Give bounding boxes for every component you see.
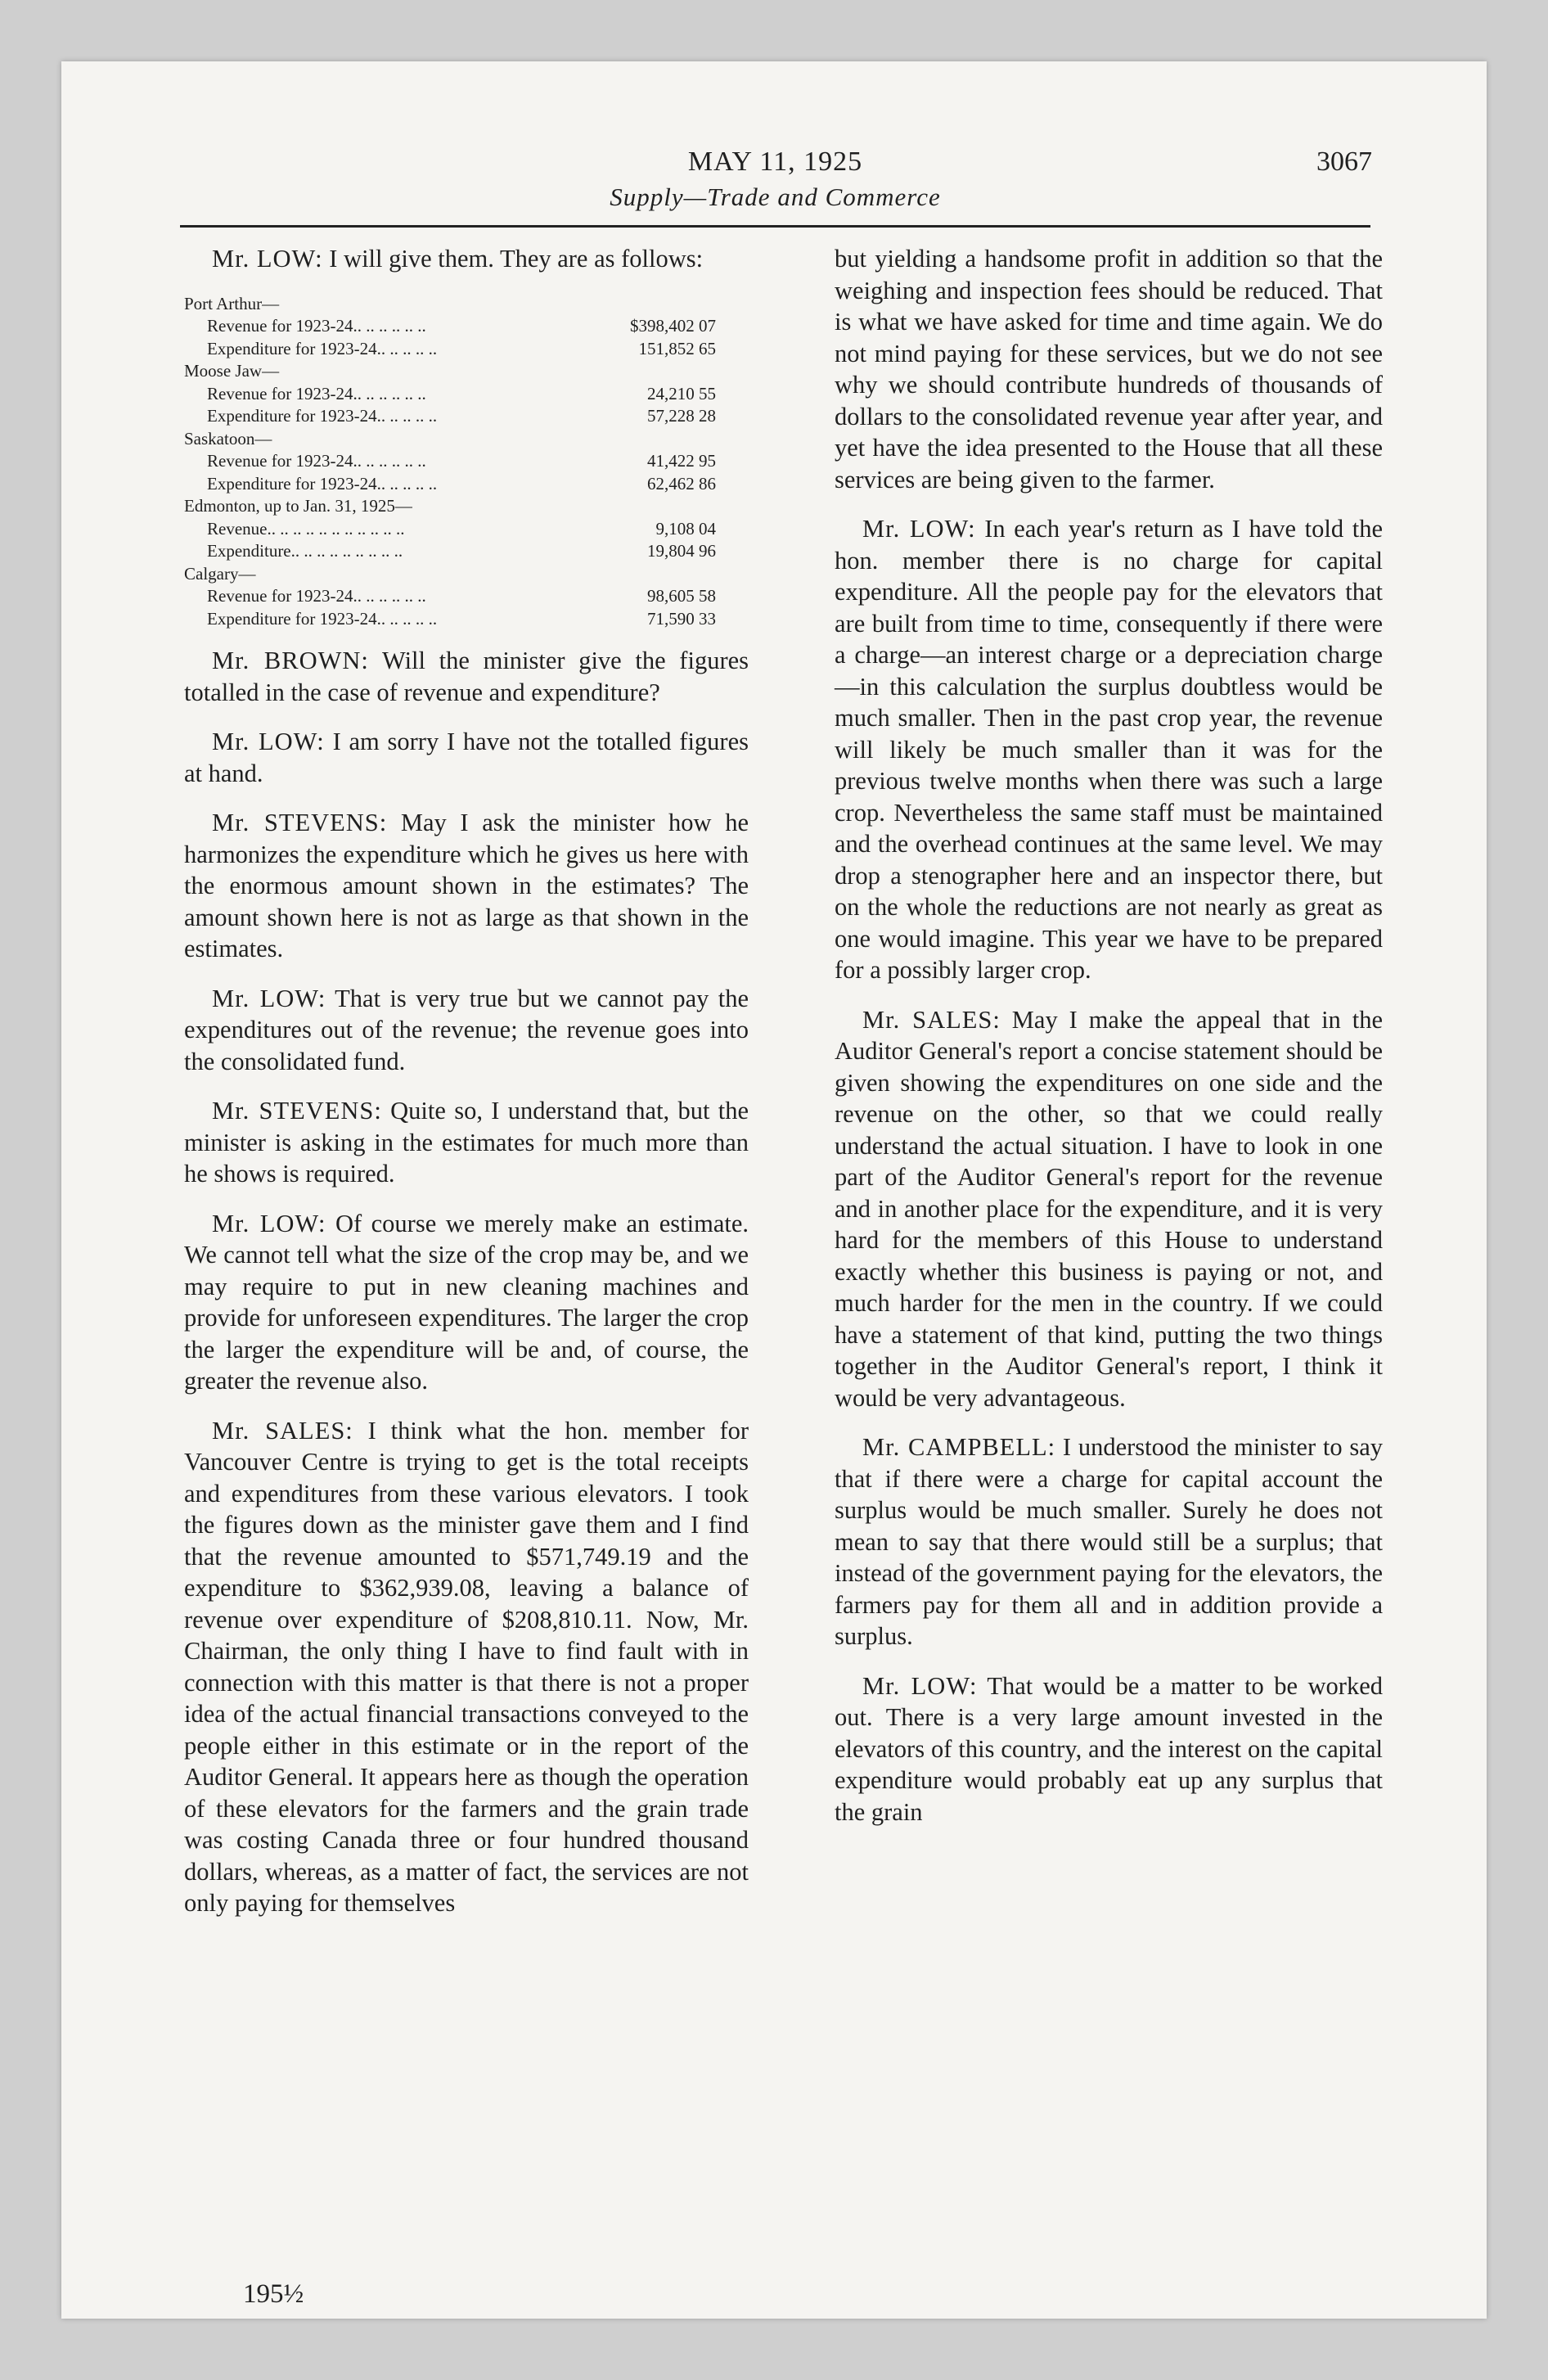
figures-amount: 9,108 04 bbox=[655, 518, 716, 539]
paragraph-text: Of course we merely make an estimate. We cannot tell what the size of the crop may be, and we may require to put in new cleaning machines and provide for unforeseen expenditures. The larger the crop the larger the expenditure will be and, of course, the greater the revenue also. bbox=[184, 1209, 749, 1395]
speaker-name: Mr. LOW: bbox=[862, 1671, 978, 1700]
paragraph bbox=[184, 807, 749, 965]
speaker-name: Mr. STEVENS: bbox=[212, 809, 388, 836]
figures-row bbox=[184, 585, 749, 608]
figures-amount: 98,605 58 bbox=[647, 586, 716, 606]
paragraph-text: Will the minister give the figures totalled in the case of revenue and expenditure? bbox=[184, 647, 749, 706]
paragraph bbox=[184, 243, 749, 275]
paragraph bbox=[835, 1004, 1383, 1414]
figures-amount: 41,422 95 bbox=[647, 451, 716, 471]
figures-group bbox=[184, 428, 749, 496]
left-column bbox=[184, 243, 749, 1937]
figures-label: Expenditure for 1923-24.. .. .. .. .. bbox=[207, 608, 438, 629]
figures-group bbox=[184, 563, 749, 631]
paragraph-text: That would be a matter to be worked out. There is a very large amount invested in the elevators of this country, and the interest on the capital expenditure would probably eat up any surplus that the grain bbox=[835, 1671, 1383, 1826]
page-header bbox=[180, 146, 1370, 237]
speaker-name: Mr. LOW: bbox=[212, 728, 325, 755]
figures-amount: 57,228 28 bbox=[647, 406, 716, 426]
figures-amount: 151,852 65 bbox=[638, 338, 716, 358]
figures-group bbox=[184, 360, 749, 428]
figures-row bbox=[184, 315, 749, 338]
paragraph bbox=[184, 1208, 749, 1397]
paragraph bbox=[184, 645, 749, 708]
header-date: MAY 11, 1925 bbox=[687, 146, 863, 177]
header-subtitle: Supply—Trade and Commerce bbox=[610, 183, 941, 211]
speaker-name: Mr. BROWN: bbox=[212, 647, 369, 674]
paragraph bbox=[835, 513, 1383, 986]
figures-row bbox=[184, 338, 749, 361]
figures-label: Expenditure for 1923-24.. .. .. .. .. bbox=[207, 338, 438, 358]
paragraph-text: I will give them. They are as follows: bbox=[329, 245, 704, 273]
figures-label: Revenue for 1923-24.. .. .. .. .. .. bbox=[207, 383, 426, 403]
speaker-name: Mr. LOW: bbox=[212, 1209, 326, 1237]
speaker-name: Mr. SALES: bbox=[862, 1005, 1001, 1034]
speaker-name: Mr. STEVENS: bbox=[212, 1097, 382, 1125]
figures-place: Saskatoon— bbox=[184, 428, 272, 449]
figures-amount: 24,210 55 bbox=[647, 383, 716, 403]
figures-row bbox=[184, 540, 749, 563]
figures-row bbox=[184, 473, 749, 496]
speaker-name: Mr. CAMPBELL: bbox=[862, 1433, 1056, 1461]
figures-group bbox=[184, 495, 749, 563]
figures-label: Revenue for 1923-24.. .. .. .. .. .. bbox=[207, 316, 426, 336]
figures-place: Moose Jaw— bbox=[184, 361, 280, 381]
paragraph-text: May I ask the minister how he harmonizes the expenditure which he gives us here with the enormous amount shown in the estimates? The amount shown here is not as large as that shown in the estimates. bbox=[184, 809, 749, 962]
paragraph-text: I am sorry I have not the totalled figures at hand. bbox=[184, 728, 749, 787]
paragraph-text: May I make the appeal that in the Auditor General's report a concise statement should be given showing the expenditures on one side and the revenue on the other, so that we could really understand the actual situation. I have to look in one part of the Auditor General's report for the revenue and in another place for the expenditure, and it is very hard for the members of this House to understand exactly whether this business is paying or not, and much harder for the men in the country. If we could have a statement of that kind, putting the two things together in the Auditor General's report, I think it would be very advantageous. bbox=[835, 1005, 1383, 1412]
figures-group bbox=[184, 293, 749, 361]
paragraph-text: In each year's return as I have told the hon. member there is no charge for capital expenditure. All the people pay for the elevators that are built from time to time, consequently if there were a charge—an interest charge or a depreciation charge—in this calculation the surplus doubtless would be much smaller. Then in the past crop year, the revenue will likely be much smaller than it was for the previous twelve months when there was such a large crop. Nevertheless the same staff must be maintained and the overhead continues at the same level. We may drop a stenographer here and an inspector there, but on the whole the reductions are not nearly as great as one would imagine. This year we have to be prepared for a possibly larger crop. bbox=[835, 515, 1383, 984]
paragraph bbox=[184, 1095, 749, 1190]
paragraph-text: I think what the hon. member for Vancouver Centre is trying to get is the total receipts and expenditures from these various elevators. I took the figures down as the minister gave them and I find that the revenue amounted to $571,749.19 and the expenditure to $362,939.08, leaving a balance of revenue over expenditure of $208,810.11. Now, Mr. Chairman, the only thing I have to find fault with in connection with this matter is that there is not a proper idea of the actual financial transactions conveyed to the people either in this estimate or in the report of the Auditor General. It appears here as though the operation of these elevators for the farmers and the grain trade was costing Canada three or four hundred thousand dollars, whereas, as a matter of fact, the services are not only paying for themselves bbox=[184, 1416, 749, 1917]
figures-place: Edmonton, up to Jan. 31, 1925— bbox=[184, 496, 412, 516]
figures-place: Port Arthur— bbox=[184, 293, 280, 313]
speaker-name: Mr. LOW: bbox=[212, 984, 326, 1012]
figures-table bbox=[184, 293, 749, 631]
speaker-name: Mr. LOW: bbox=[862, 515, 976, 543]
paragraph bbox=[184, 726, 749, 789]
speaker-name: Mr. LOW: bbox=[212, 245, 323, 273]
paragraph bbox=[184, 1415, 749, 1919]
figures-row bbox=[184, 518, 749, 541]
figures-label: Expenditure for 1923-24.. .. .. .. .. bbox=[207, 473, 438, 494]
figures-row bbox=[184, 383, 749, 406]
figures-row bbox=[184, 450, 749, 473]
figures-amount: $398,402 07 bbox=[630, 316, 716, 336]
paragraph-text: Quite so, I understand that, but the minister is asking in the estimates for much more than he shows is required. bbox=[184, 1097, 749, 1188]
figures-place: Calgary— bbox=[184, 563, 256, 584]
figures-amount: 71,590 33 bbox=[647, 608, 716, 629]
figures-label: Revenue for 1923-24.. .. .. .. .. .. bbox=[207, 586, 426, 606]
paragraph bbox=[835, 1670, 1383, 1828]
paragraph bbox=[184, 983, 749, 1078]
figures-label: Expenditure.. .. .. .. .. .. .. .. .. bbox=[207, 541, 403, 561]
figures-amount: 19,804 96 bbox=[647, 541, 716, 561]
signature-mark: 195½ bbox=[243, 2279, 304, 2309]
paragraph bbox=[835, 1431, 1383, 1652]
paragraph-text: I understood the minister to say that if there were a charge for capital account the surplus would be much smaller. Surely he does not mean to say that there would still be a surplus; that instead of the government paying for the elevators, the farmers pay for them all and in addition provide a surplus. bbox=[835, 1433, 1383, 1650]
figures-row bbox=[184, 608, 749, 631]
figures-label: Revenue for 1923-24.. .. .. .. .. .. bbox=[207, 451, 426, 471]
document-page bbox=[61, 61, 1487, 2319]
figures-label: Expenditure for 1923-24.. .. .. .. .. bbox=[207, 406, 438, 426]
figures-row bbox=[184, 405, 749, 428]
speaker-name: Mr. SALES: bbox=[212, 1416, 353, 1445]
paragraph-text: That is very true but we cannot pay the expenditures out of the revenue; the revenue goes into the consolidated fund. bbox=[184, 984, 749, 1075]
right-column bbox=[835, 243, 1383, 1846]
figures-label: Revenue.. .. .. .. .. .. .. .. .. .. .. bbox=[207, 518, 405, 539]
page-number: 3067 bbox=[1316, 146, 1372, 177]
paragraph-continuation: but yielding a handsome profit in addition so that the weighing and inspection fees should be reduced. That is what we have asked for time and time again. We do not mind paying for these services, but we do not see why we should contribute hundreds of thousands of dollars to the consolidated revenue year after year, and yet have the idea presented to the House that all these services are being given to the farmer. bbox=[835, 245, 1383, 494]
header-rule bbox=[180, 225, 1370, 228]
figures-amount: 62,462 86 bbox=[647, 473, 716, 494]
